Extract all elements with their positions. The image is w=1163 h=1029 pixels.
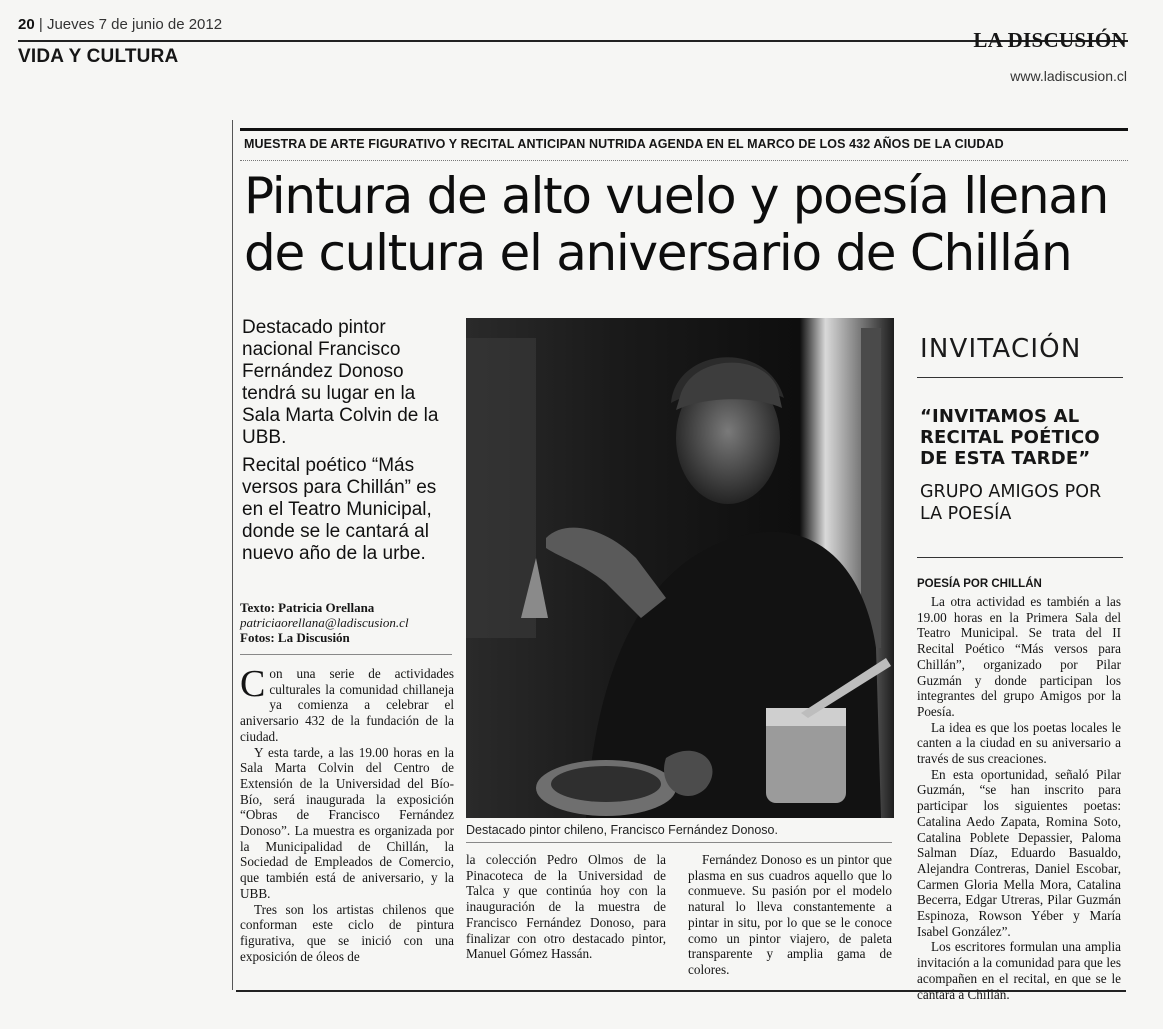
photo-credit: Fotos: La Discusión	[240, 630, 350, 645]
newspaper-name: LA DISCUSIÓN	[973, 28, 1127, 52]
sidebar-rule-bottom	[917, 557, 1123, 558]
author-credit: Texto: Patricia Orellana	[240, 600, 375, 615]
kicker-top-rule	[240, 128, 1128, 131]
body-paragraph: La idea es que los poetas locales le canten a la ciudad en su aniversario a través de sus creaciones.	[917, 719, 1121, 767]
sidebar-quote: “INVITAMOS AL RECITAL POÉTICO DE ESTA TARDE”	[920, 406, 1100, 469]
photo-caption: Destacado pintor chileno, Francisco Fernández Donoso.	[466, 823, 778, 837]
sidebar-title: INVITACIÓN	[920, 334, 1082, 364]
sidebar-rule	[917, 377, 1123, 378]
article-kicker: MUESTRA DE ARTE FIGURATIVO Y RECITAL ANTICIPAN NUTRIDA AGENDA EN EL MARCO DE LOS 432 AÑOS DE LA CIUDAD	[244, 137, 1004, 151]
article-credits	[240, 600, 455, 645]
article-deck-1: Destacado pintor nacional Francisco Fernández Donoso tendrá su lugar en la Sala Marta Colvin de la UBB.	[242, 317, 439, 448]
drop-cap: C	[240, 663, 266, 705]
section-name: VIDA Y CULTURA	[18, 46, 179, 67]
body-paragraph: La otra actividad es también a las 19.00 horas en la Primera Sala del Teatro Municipal. Se trata del II Recital Poético “Más versos para Chillán”, organizado por Pilar Guzmán y donde participan los integrantes del grupo Amigos por la Poesía.	[917, 594, 1121, 719]
body-paragraph: la colección Pedro Olmos de la Pinacoteca de la Universidad de Talca y que continúa hoy con la inauguración de la muestra de Francisco Fernández Donoso, para finalizar con otro destacado pintor, Manuel Gómez Hassán.	[466, 852, 666, 962]
body-paragraph: Fernández Donoso es un pintor que plasma en sus cuadros aquello que lo conmueve. Su pasión por el modelo natural lo lleva constantemente a pintar in situ, por lo que se le conoce como un pintor viajero, de paleta transparente y amplia gama de colores.	[688, 852, 892, 977]
credits-rule	[240, 654, 452, 655]
separator: |	[38, 16, 47, 33]
newspaper-website: www.ladiscusion.cl	[1010, 68, 1127, 84]
body-paragraph: Los escritores formulan una amplia invitación a la comunidad para que les acompañen en el recital, en que se le cantará a Chillán.	[917, 939, 1121, 1002]
header-rule	[18, 40, 1128, 42]
issue-date: Jueves 7 de junio de 2012	[46, 16, 223, 33]
page-number: 20	[18, 16, 35, 33]
article-headline: Pintura de alto vuelo y poesía llenan de cultura el aniversario de Chillán	[244, 167, 1108, 282]
body-paragraph: Con una serie de actividades culturales la comunidad chillaneja ya comienza a celebrar el aniversario 432 de la fundación de la ciudad.	[240, 663, 454, 744]
sidebar-subhead: POESÍA POR CHILLÁN	[917, 578, 1042, 590]
sidebar-quote-author: GRUPO AMIGOS POR LA POESÍA	[920, 482, 1102, 524]
caption-rule	[466, 842, 892, 843]
article-deck-2: Recital poético “Más versos para Chillán” es en el Teatro Municipal, donde se le cantará al nuevo año de la urbe.	[242, 455, 437, 564]
page-header-dateline	[18, 16, 222, 33]
body-column-2	[466, 852, 666, 962]
article-photo	[466, 318, 894, 818]
sidebar-body	[917, 594, 1121, 1002]
body-paragraph: Y esta tarde, a las 19.00 horas en la Sala Marta Colvin del Centro de Extensión de la Universidad del Bío-Bío, será inaugurada la exposición “Obras de Francisco Fernández Donoso”. La muestra es organizada por la Municipalidad de Chillán, la Sociedad de Empleados de Comercio, que también está de aniversario, y la UBB.	[240, 744, 454, 901]
body-column-3	[688, 852, 892, 978]
article-bottom-rule	[236, 990, 1126, 992]
painter-photo-illustration	[466, 318, 894, 818]
body-paragraph: En esta oportunidad, señaló Pilar Guzmán, “se han inscrito para participar los siguientes poetas: Catalina Aedo Zapata, Romina Soto, Catalina Poblete Depassier, Paloma Salman Díaz, Eduardo Basualdo, Alejandra Contreras, Daniel Escobar, Carmen Gloria Mella Mora, Catalina Becerra, Edgar Utreras, Pilar Guzmán Espinoza, Rowson Yéber y María Isabel González”.	[917, 766, 1121, 939]
body-column-1	[240, 663, 454, 964]
kicker-bottom-rule	[240, 160, 1128, 161]
body-paragraph: Tres son los artistas chilenos que conforman este ciclo de pintura figurativa, que se inició con una exposición de óleos de	[240, 901, 454, 964]
article-left-rule	[232, 120, 233, 990]
author-email: patriciaorellana@ladiscusion.cl	[240, 615, 409, 630]
